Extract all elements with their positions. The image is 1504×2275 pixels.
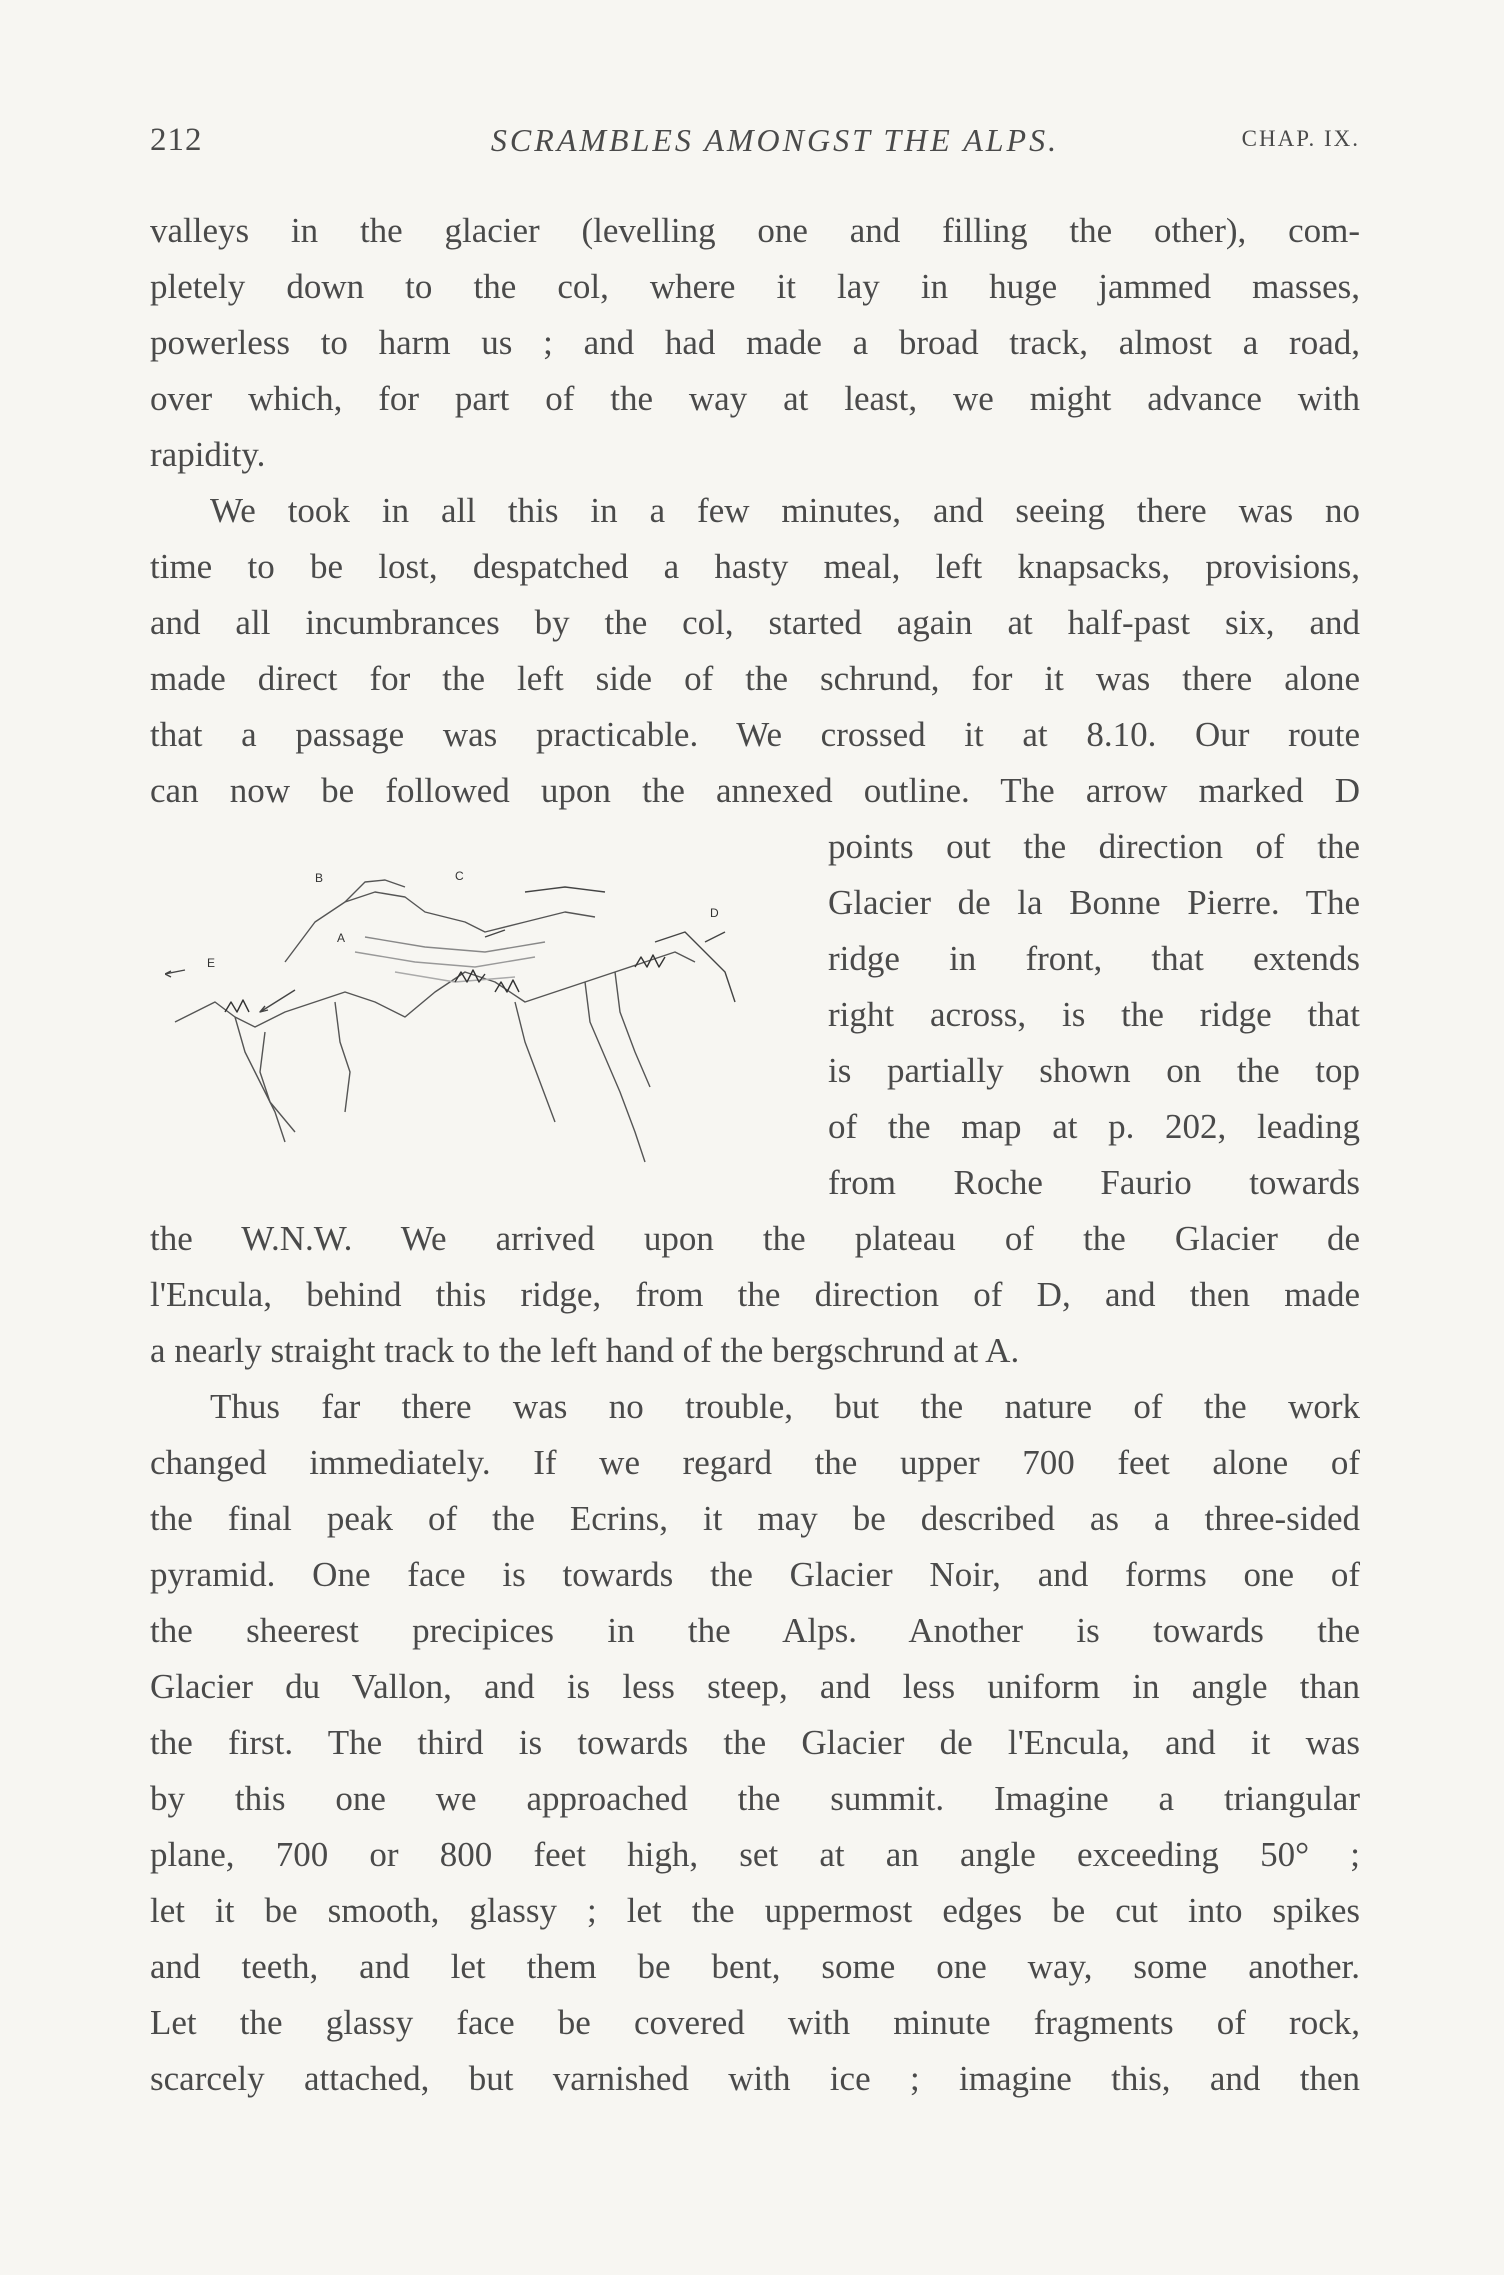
- figure-label-e: E: [207, 956, 216, 970]
- text-line: points out the direction of the: [828, 827, 1360, 866]
- text-line: the final peak of the Ecrins, it may be described as a three-sided: [150, 1499, 1360, 1538]
- text-line: ridge in front, that extends: [828, 939, 1360, 978]
- text-line: rapidity.: [150, 435, 266, 474]
- text-line: can now be followed upon the annexed outline. The arrow marked D: [150, 771, 1360, 810]
- text-line: right across, is the ridge that: [828, 995, 1360, 1034]
- mountain-outline-figure: [165, 842, 805, 1172]
- text-line: Glacier du Vallon, and is less steep, and less uniform in angle than: [150, 1667, 1360, 1706]
- text-line: let it be smooth, glassy ; let the uppermost edges be cut into spikes: [150, 1891, 1360, 1930]
- text-line: powerless to harm us ; and had made a broad track, almost a road,: [150, 323, 1360, 362]
- text-line: is partially shown on the top: [828, 1051, 1360, 1090]
- text-line: Let the glassy face be covered with minute fragments of rock,: [150, 2003, 1360, 2042]
- figure-label-b: B: [315, 871, 324, 885]
- text-line: the W.N.W. We arrived upon the plateau of the Glacier de: [150, 1219, 1360, 1258]
- text-line: pyramid. One face is towards the Glacier Noir, and forms one of: [150, 1555, 1360, 1594]
- text-line: Thus far there was no trouble, but the nature of the work: [210, 1387, 1360, 1426]
- text-line: l'Encula, behind this ridge, from the direction of D, and then made: [150, 1275, 1360, 1314]
- mountain-outline-icon: [165, 842, 805, 1172]
- text-line: over which, for part of the way at least, we might advance with: [150, 379, 1360, 418]
- text-line: Glacier de la Bonne Pierre. The: [828, 883, 1360, 922]
- figure-label-c: C: [455, 869, 464, 883]
- text-line: and teeth, and let them be bent, some one way, some another.: [150, 1947, 1360, 1986]
- page-number: 212: [150, 122, 203, 158]
- text-line: the sheerest precipices in the Alps. Another is towards the: [150, 1611, 1360, 1650]
- text-line: time to be lost, despatched a hasty meal, left knapsacks, provisions,: [150, 547, 1360, 586]
- text-line: made direct for the left side of the schrund, for it was there alone: [150, 659, 1360, 698]
- text-line: plane, 700 or 800 feet high, set at an angle exceeding 50° ;: [150, 1835, 1360, 1874]
- page-header: [150, 122, 1360, 172]
- text-line: the first. The third is towards the Glacier de l'Encula, and it was: [150, 1723, 1360, 1762]
- text-line: by this one we approached the summit. Imagine a triangular: [150, 1779, 1360, 1818]
- text-line: and all incumbrances by the col, started again at half-past six, and: [150, 603, 1360, 642]
- text-line: pletely down to the col, where it lay in huge jammed masses,: [150, 267, 1360, 306]
- text-line: from Roche Faurio towards: [828, 1163, 1360, 1202]
- running-title: SCRAMBLES AMONGST THE ALPS.: [490, 122, 1060, 158]
- text-line: valleys in the glacier (levelling one and filling the other), com-: [150, 211, 1360, 250]
- text-line: a nearly straight track to the left hand of the bergschrund at A.: [150, 1331, 1020, 1370]
- text-line: of the map at p. 202, leading: [828, 1107, 1360, 1146]
- text-line: We took in all this in a few minutes, and seeing there was no: [210, 491, 1360, 530]
- chapter-label: CHAP. IX.: [1241, 126, 1360, 151]
- figure-label-a: A: [337, 931, 346, 945]
- text-line: that a passage was practicable. We crossed it at 8.10. Our route: [150, 715, 1360, 754]
- text-line: scarcely attached, but varnished with ice ; imagine this, and then: [150, 2059, 1360, 2098]
- text-line: changed immediately. If we regard the upper 700 feet alone of: [150, 1443, 1360, 1482]
- figure-label-d: D: [710, 906, 719, 920]
